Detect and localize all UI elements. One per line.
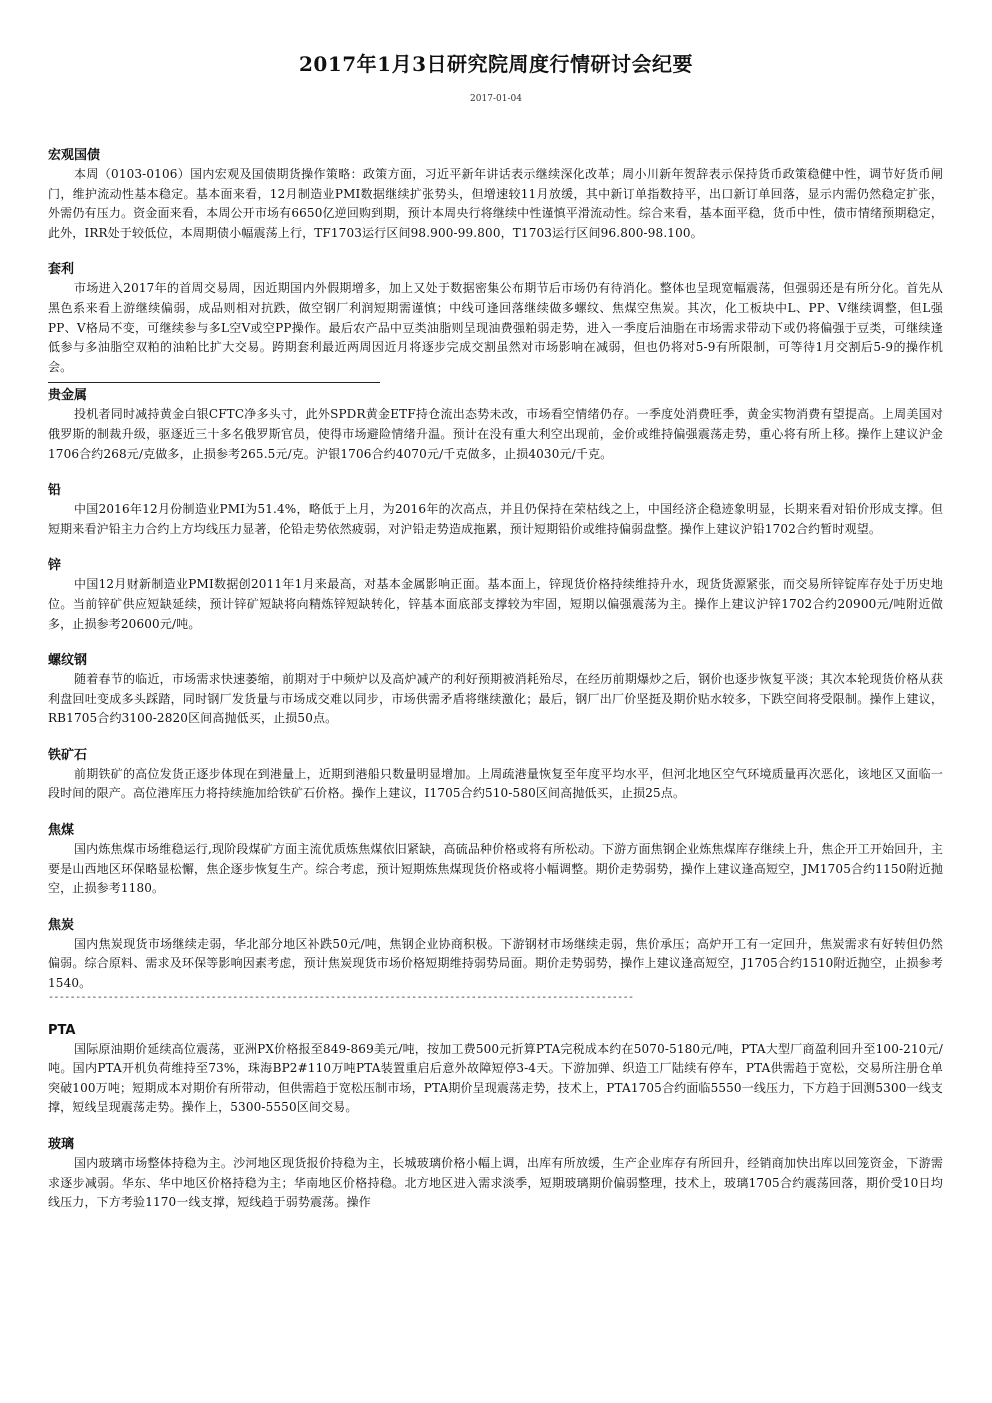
section-coke (48, 917, 943, 994)
section-text: 投机者同时减持黄金白银CFTC净多头寸，此外SPDR黄金ETF持仓流出态势未改，市场看空情绪仍存。一季度处消费旺季，黄金实物消费有望提高。上周美国对俄罗斯的制裁升级，驱逐近三十多名俄罗斯官员，使得市场避险情绪升温。预计在没有重大利空出现前，金价或维持偏强震荡走势，重心将有所上移。操作上建议沪金1706合约268元/克做多，止损参考265.5元/克。沪银1706合约4070元/千克做多，止损4030元/千克。 (48, 407, 943, 461)
section-heading: 焦煤 (48, 823, 75, 839)
section-text: 国际原油期价延续高位震荡，亚洲PX价格报至849-869美元/吨，按加工费500元折算PTA完税成本约在5070-5180元/吨，PTA大型厂商盈利回升至100-210元/吨。国内PTA开机负荷维持至73%，珠海BP2#110万吨PTA装置重启后意外故障短停3-4天。下游加弹、织造工厂陆续有停车，PTA供需趋于宽松，交易所注册仓单突破100万吨；短期成本对期价有所带动，但供需趋于宽松压制市场，PTA期价呈现震荡走势，技术上，PTA1705合约面临5550一线压力，下方趋于回测5300一线支撑，短线呈现震荡走势。操作上，5300-5550区间交易。 (48, 1041, 943, 1115)
section-precious-metals (48, 387, 943, 464)
section-iron-ore (48, 747, 943, 804)
section-macro-bonds (48, 147, 943, 243)
document-title: 2017年1月3日研究院周度行情研讨会纪要 (299, 52, 693, 76)
section-text: 市场进入2017年的首周交易周，因近期国内外假期增多，加上又处于数据密集公布期节后市场仍有待消化。整体也呈现宽幅震荡，但强弱还是有所分化。首先从黑色系来看上游继续偏弱，成品则相对抗跌，做空钢厂利润短期需谨慎；中线可逢回落继续做多螺纹、焦煤空焦炭。其次，化工板块中L、PP、V继续调整，但L强PP、V格局不变，可继续参与多L空V或空PP操作。最后农产品中豆类油脂则呈现油费强粕弱走势，进入一季度后油脂在市场需求带动下或仍将偏强于豆类，可继续逢低参与多油脂空双粕的油粕比扩大交易。跨期套利最近两周因近月将逐步完成交割虽然对市场影响在减弱，但也仍将对5-9有所限制，可等待1月交割后5-9的操作机会。 (48, 281, 943, 374)
section-text: 前期铁矿的高位发货正逐步体现在到港量上，近期到港船只数量明显增加。上周疏港量恢复至年度平均水平，但河北地区空气环境质量再次恶化，该地区又面临一段时间的限产。高位港库压力将持续施加给铁矿石价格。操作上建议，I1705合约510-580区间高抛低买，止损25点。 (48, 766, 943, 801)
section-coking-coal (48, 822, 943, 899)
section-pta (48, 1022, 943, 1118)
section-heading: PTA (48, 1022, 76, 1038)
section-heading: 铁矿石 (48, 747, 88, 763)
section-heading: 锌 (48, 558, 62, 574)
section-text: 中国12月财新制造业PMI数据创2011年1月来最高，对基本金属影响正面。基本面上，锌现货价格持续维持升水，现货货源紧张，而交易所锌锭库存处于历史地位。当前锌矿供应短缺延续，预计锌矿短缺将向精炼锌短缺转化，锌基本面底部支撑较为牢固，短期以偏强震荡为主。操作上建议沪锌1702合约20900元/吨附近做多，止损参考20600元/吨。 (48, 577, 943, 631)
document-body (48, 147, 943, 1213)
section-text: 随着春节的临近，市场需求快速萎缩，前期对于中频炉以及高炉减产的利好预期被消耗殆尽，在经历前期爆炒之后，钢价也逐步恢复平淡；其次本轮现货价格从获利盘回吐变成多头踩踏，同时钢厂发货量与市场成交难以同步，市场供需矛盾将继续激化；最后，钢厂出厂价坚挺及期价贴水较多，下跌空间将受限制。操作上建议，RB1705合约3100-2820区间高抛低买，止损50点。 (48, 672, 943, 726)
section-text: 国内玻璃市场整体持稳为主。沙河地区现货报价持稳为主，长城玻璃价格小幅上调，出库有所放缓，生产企业库存有所回升，经销商加快出库以回笼资金，下游需求逐步减弱。华东、华中地区价格持稳为主；华南地区价格持稳。北方地区进入需求淡季，短期玻璃期价偏弱整理，技术上，玻璃1705合约震荡回落，期价受10日均线压力，下方考验1170一线支撑，短线趋于弱势震荡。操作 (48, 1156, 943, 1210)
section-heading: 贵金属 (48, 388, 88, 404)
section-arbitrage (48, 261, 943, 377)
section-lead (48, 482, 943, 539)
section-heading: 铅 (48, 483, 62, 499)
divider-line (48, 382, 380, 383)
section-heading: 螺纹钢 (48, 653, 88, 669)
section-text: 中国2016年12月份制造业PMI为51.4%，略低于上月，为2016年的次高点，并且仍保持在荣枯线之上，中国经济企稳迹象明显，长期来看对铅价形成支撑。但短期来看沪铅主力合约上方均线压力显著，伦铅走势依然疲弱，对沪铅走势造成拖累，预计短期铅价或维持偏弱盘整。操作上建议沪铅1702合约暂时观望。 (48, 502, 943, 536)
section-text: 国内焦炭现货市场继续走弱，华北部分地区补跌50元/吨，焦钢企业协商积极。下游钢材市场继续走弱，焦价承压；高炉开工有一定回升，焦炭需求有好转但仍然偏弱。综合原料、需求及环保等影响因素考虑，预计焦炭现货市场价格短期维持弱势局面。期价走势弱势，操作上建议逢高短空，J1705合约1510附近抛空，止损参考1540。 (48, 936, 943, 991)
document-date: 2017-01-04 (470, 94, 522, 104)
section-zinc (48, 557, 943, 634)
dashed-divider: ------------------------------------------------------------------------------------------------------------ (48, 991, 634, 1003)
section-heading: 套利 (48, 262, 75, 278)
section-glass (48, 1136, 943, 1213)
section-text: 国内炼焦煤市场维稳运行,现阶段煤矿方面主流优质炼焦煤依旧紧缺，高硫品种价格或将有所松动。下游方面焦钢企业炼焦煤库存继续上升，焦企开工开始回升，主要是山西地区环保略显松懈，焦企逐步恢复生产。综合考虑，预计短期炼焦煤现货价格或将小幅调整。期价走势弱势，操作上建议逢高短空，JM1705合约1150附近抛空，止损参考1180。 (48, 842, 943, 896)
section-rebar (48, 652, 943, 729)
section-text: 本周（0103-0106）国内宏观及国债期货操作策略：政策方面，习近平新年讲话表示继续深化改革；周小川新年贺辞表示保持货币政策稳健中性，调节好货币闸门，维护流动性基本稳定。基本面来看，12月制造业PMI数据继续扩张势头，但增速较11月放缓，其中新订单指数持平，出口新订单回落，显示内需仍然稳定扩张，外需仍有压力。资金面来看，本周公开市场有6650亿逆回购到期，预计本周央行将继续中性谨慎平滑流动性。综合来看，基本面平稳，货币中性，债市情绪预期稳定，此外，IRR处于较低位，本周期债小幅震荡上行，TF1703运行区间98.900-99.800，T1703运行区间96.800-98.100。 (48, 167, 943, 240)
section-heading: 宏观国债 (48, 148, 101, 163)
section-heading: 玻璃 (48, 1137, 75, 1152)
section-heading: 焦炭 (48, 917, 75, 933)
